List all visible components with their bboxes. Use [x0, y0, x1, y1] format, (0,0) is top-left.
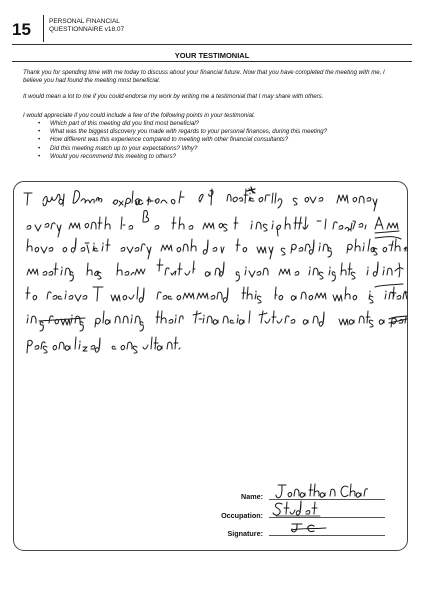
header-rule	[12, 44, 412, 45]
handwriting-line	[27, 259, 403, 281]
point-text: Would you recommend this meeting to others?	[50, 152, 176, 160]
page-number: 15	[12, 20, 31, 39]
page-number-divider	[43, 15, 44, 42]
handwriting-line	[27, 237, 407, 259]
handwritten-occupation	[272, 500, 328, 518]
intro-paragraph-2: It would mean a lot to me if you could endorse my work by writing me a testimonial that I may share with others.	[23, 93, 324, 100]
handwriting-line	[27, 210, 399, 237]
handwritten-testimonial	[13, 181, 408, 381]
bullet-icon: •	[38, 120, 41, 127]
point-text: Did this meeting match up to your expectations? Why?	[50, 144, 198, 152]
list-item	[38, 153, 408, 161]
handwritten-signature	[288, 518, 332, 536]
questionnaire-title-line2: QUESTIONNAIRE v18.07	[49, 26, 125, 33]
questionnaire-title-line1: PERSONAL FINANCIAL	[49, 18, 120, 25]
handwriting-line	[27, 337, 180, 353]
point-text: Which part of this meeting did you find most beneficial?	[50, 120, 200, 127]
list-item	[38, 136, 408, 144]
questionnaire-title	[49, 18, 124, 34]
occupation-label: Occupation:	[221, 511, 263, 520]
intro-paragraph-1: Thank you for spending time with me today to discuss about your financial future. Now that you have completed the meeting with me, I believe you had found the meeting most beneficial.	[23, 69, 385, 84]
intro-paragraph-3: I would appreciate if you could include a few of the following points in your testimonial.	[23, 112, 256, 119]
bullet-icon: •	[38, 144, 41, 152]
handwritten-name	[272, 482, 368, 500]
handwriting-line	[24, 187, 377, 211]
handwriting-line	[26, 284, 407, 303]
section-title-rule	[12, 61, 412, 62]
bullet-icon: •	[38, 128, 41, 136]
list-item	[38, 145, 408, 153]
list-item	[38, 128, 408, 136]
point-text: How different was this experience compared to meeting with other financial consultants?	[50, 136, 289, 144]
list-item	[38, 120, 408, 128]
name-label: Name:	[241, 492, 263, 501]
bullet-icon: •	[38, 136, 41, 144]
section-title: YOUR TESTIMONIAL	[174, 51, 250, 60]
signature-label: Signature:	[227, 529, 263, 538]
testimonial-points-list	[38, 120, 408, 161]
handwriting-line	[27, 311, 407, 331]
point-text: What was the biggest discovery you made with regards to your personal finances, during this meeting?	[50, 128, 328, 136]
bullet-icon: •	[38, 152, 41, 160]
